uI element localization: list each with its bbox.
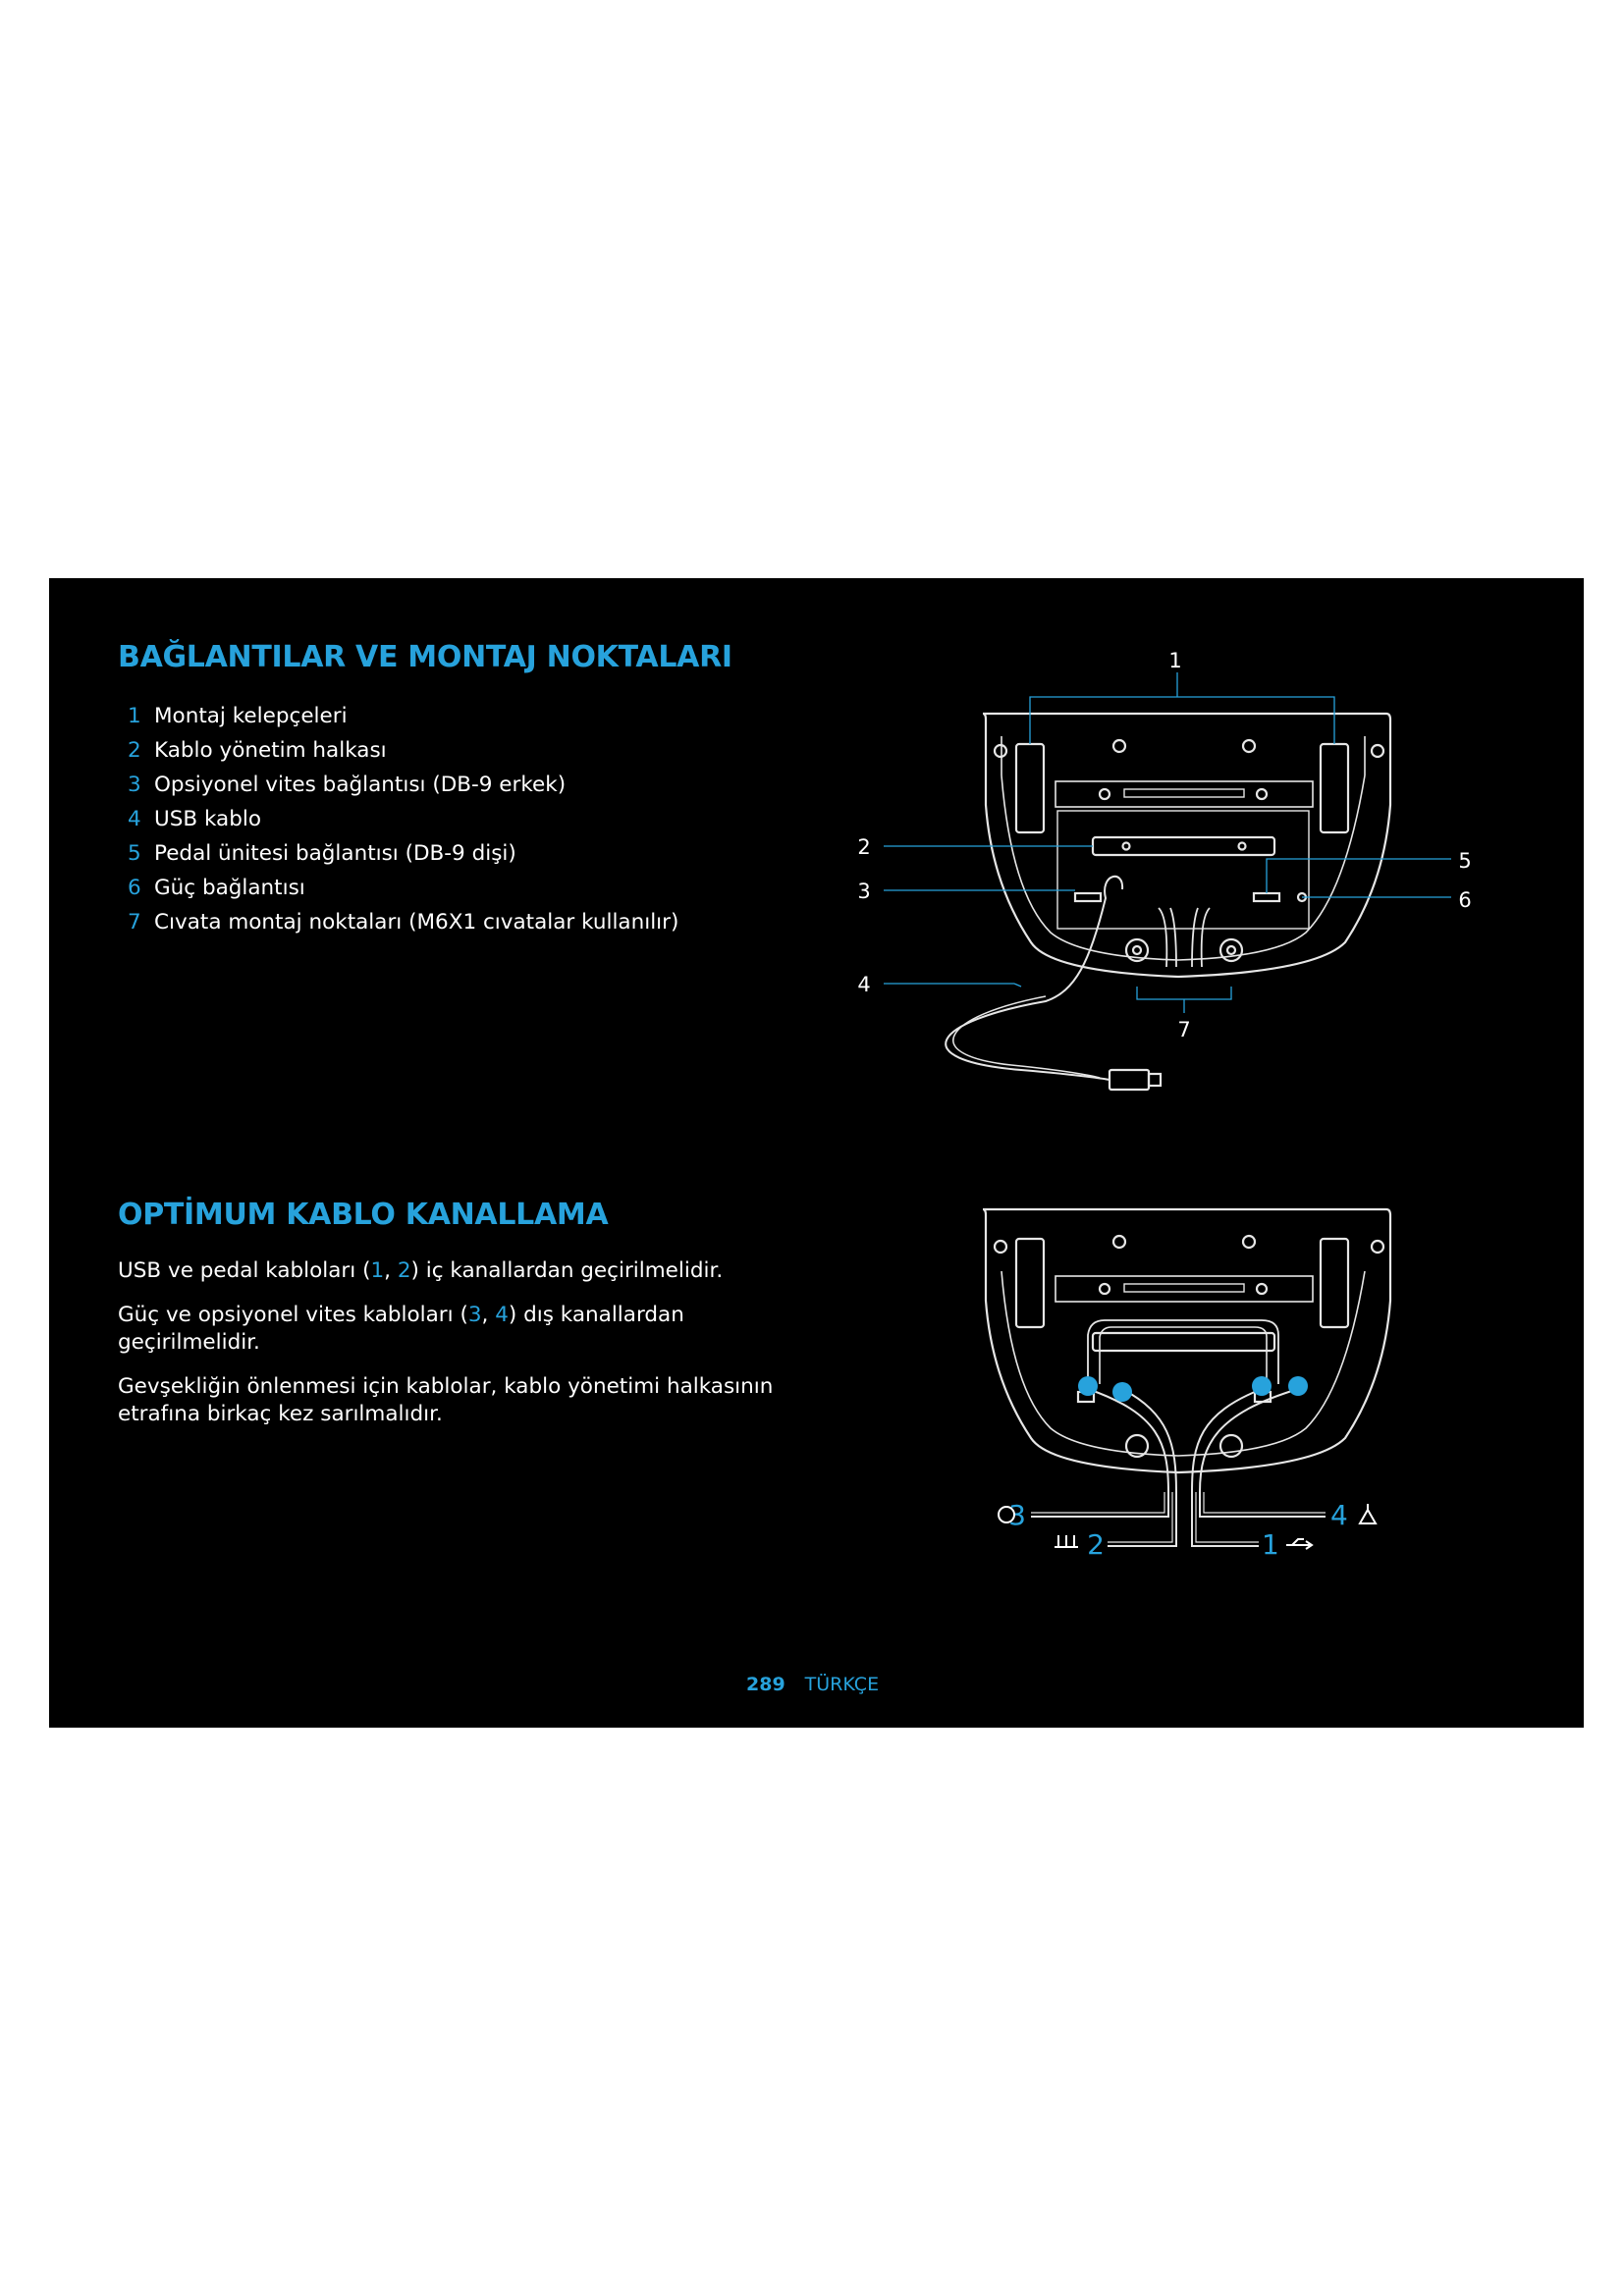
list-item: 1 Montaj kelepçeleri [128,704,348,728]
pedal-port [1254,893,1279,901]
callout-6: 6 [1458,888,1472,912]
usb-icon [1286,1539,1312,1549]
callout-5: 5 [1458,849,1472,873]
connections-list [128,702,678,942]
shifter-port [1075,893,1101,901]
callout-2: 2 [857,835,871,859]
pedal-connector-dot [1252,1376,1272,1396]
routing-paragraph-2: Güç ve opsiyonel vites kabloları (3, 4) dış kanallardan geçirilmelidir. [118,1303,684,1355]
callout-1: 1 [1168,649,1182,672]
callout-4: 4 [857,973,871,996]
pedals-icon [1055,1535,1078,1547]
shifter-icon [1360,1504,1376,1523]
usb-plug-icon [1110,1070,1149,1090]
page-footer [746,1674,879,1695]
list-item: 2 Kablo yönetim halkası [128,738,387,763]
list-item: 4 USB kablo [128,807,261,831]
list-item: 5 Pedal ünitesi bağlantısı (DB-9 dişi) [128,841,516,866]
list-item: 3 Opsiyonel vites bağlantısı (DB-9 erkek) [128,773,567,797]
callout-7: 7 [1177,1018,1191,1041]
route-4: 4 [1330,1499,1348,1531]
cable-management-ring [1093,837,1274,855]
shifter-connector-dot [1078,1376,1098,1396]
route-3: 3 [1008,1499,1026,1531]
mounting-clamp-right [1321,744,1348,832]
list-item: 6 Güç bağlantısı [128,876,305,900]
routing-paragraph-3: Gevşekliğin önlenmesi için kablolar, kablo yönetimi halkasının etrafına birkaç kez sarılmalıdır. [118,1374,774,1426]
cable-routing-diagram [982,1202,1394,1566]
route-1: 1 [1262,1528,1279,1561]
routing-paragraph-1: USB ve pedal kabloları (1, 2) iç kanallardan geçirilmelidir. [118,1258,724,1283]
route-2: 2 [1087,1528,1105,1561]
language-label: TÜRKÇE [804,1674,880,1695]
callout-3: 3 [857,880,871,903]
connections-diagram [844,638,1492,1109]
mounting-clamp-left [1016,744,1044,832]
page-number: 289 [746,1674,785,1695]
section-title-routing: OPTİMUM KABLO KANALLAMA [118,1198,609,1232]
power-connector-dot [1288,1376,1308,1396]
usb-connector-dot [1112,1382,1132,1402]
section-title-connections: BAĞLANTILAR VE MONTAJ NOKTALARI [118,640,732,674]
list-item: 7 Cıvata montaj noktaları (M6X1 cıvatalar kullanılır) [128,910,679,934]
